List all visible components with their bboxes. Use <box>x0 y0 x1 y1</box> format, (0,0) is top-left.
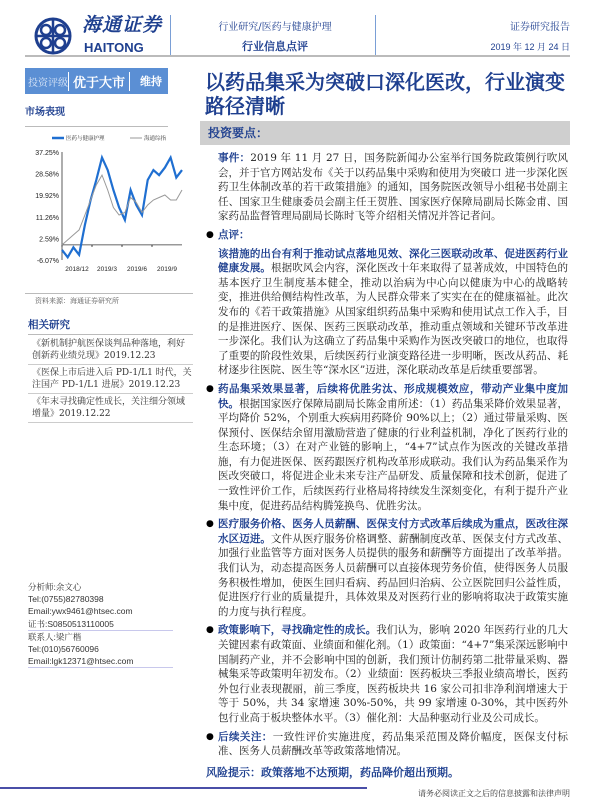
p1-heading: 该措施的出台有利于推动试点落地见效、深化三医联动改革、促进医药行业健康发展。 <box>218 247 568 275</box>
comment-label: 点评： <box>218 228 250 241</box>
p1-text: 根据吹风会内容，深化医改十年来取得了显著成效，中国特色的基本医疗卫生制度基本健全，推动以治病为中心向以健康为中心的战略转变，推进供给侧结构性改革，为人民群众带来了实实在在的健康福祉。此次发布的《若干政策措施》从国家组织药品集中采购和使用试点工作入手，目的是推进医疗、医保、医药三医联动改革，推动重点领域和关键环节改革进一步深化。我们认为这确立了药品集中采购作为医改突破口的地位，也取得了重要的阶段性效果，后续医药行业演变路径进一步明晰，医改从药品、耗材逐步往医院、医生等“深水区”迈进，深化联动改革是后续重要部署。 <box>218 262 568 377</box>
report-category: 行业研究/医药与健康护理 <box>218 22 332 33</box>
y-tick-label: 2.59% <box>39 236 59 244</box>
p2-text: 根据国家医疗保障局副局长陈金甫所述：（1）药品集采降价效果显著，平均降价 52%，个别重大疾病用药降价 90%以上；（2）通过带量采购、医保预付、医保结余留用激励营造了健康的行业利益机制，净化了医药行业的生态环境；（3）在对产业链的影响上，“4+7”试点作为医改的关键改革措施，有力促进医保、医药跟医疗机构改革形成联动。我们认为药品集采作为医改突破口，将促进企业未来专注产品研发、质量保障和技术创新，促进了一致性评价工作，后续医药行业格局将持续发生深刻变化，有利于提升产业集中度，促进药品结构腾笼换鸟、优胜劣汰。 <box>218 397 568 512</box>
y-tick-label: 37.25% <box>35 150 59 157</box>
series-line-0 <box>62 158 182 258</box>
divider <box>28 334 193 335</box>
logo-chinese: 海通证券 <box>82 14 163 36</box>
related-list <box>28 336 193 423</box>
rating-value: 优于大市 <box>68 72 130 91</box>
report-date: 2019 年 12 月 24 日 <box>490 42 570 52</box>
related-item[interactable]: 《新机制护航医保谈判品种落地，利好创新药业绩兑现》2019.12.23 <box>28 336 193 365</box>
divider <box>25 293 193 294</box>
header-rule <box>25 55 570 57</box>
bullet-icon: ● <box>206 519 214 530</box>
paragraph-1 <box>206 247 568 378</box>
series-line-1 <box>62 175 182 245</box>
y-tick-label: -6.07% <box>36 258 59 265</box>
footer-disclaimer: 请务必阅读正文之后的信息披露和法律声明 <box>418 789 570 798</box>
event-text: 2019 年 11 月 27 日，国务院新闻办公室举行国务院政策例行吹风会，并于官方网站发布《关于以药品集中采购和使用为突破口 进一步深化医药卫生体制改革的若干政策措施》的通知，国务院医改领导小组秘书处副主任、国家卫生健康委员会副主任王贺胜、国家医疗保障局副局长陈金甫、国家药品监督管理局副局长陈时飞等介绍相关情况并答记者问。 <box>218 152 568 223</box>
rating-change: 维持 <box>140 75 163 88</box>
header-divider <box>170 15 171 55</box>
x-tick-label: 2019/9 <box>157 266 177 273</box>
comment-heading <box>206 228 568 243</box>
related-item[interactable]: 《医保上市后进入后 PD-1/L1 时代，关注国产 PD-1/L1 进展》2019.12.23 <box>28 365 193 394</box>
contact-name: 联系人:梁广楷 <box>28 631 82 642</box>
p5-text: 一致性评价实施进度，药品集采范围及降价幅度，医保支付标准、医务人员薪酬改革等政策落地情况。 <box>218 730 569 758</box>
footer-rule <box>0 787 367 789</box>
haitong-logo-icon <box>30 16 76 56</box>
paragraph-5 <box>206 730 568 759</box>
key-points-header: 投资要点： <box>200 121 570 145</box>
p4-heading: 政策影响下，寻找确定性的成长。 <box>218 624 377 637</box>
analyst-name: 分析师:余文心 <box>28 582 82 592</box>
legend-label: 医药与健康护理 <box>66 136 105 142</box>
p4-text: 我们认为，影响 2020 年医药行业的几大关键因素有政策面、业绩面和催化剂。（1）政策面：“4+7”集采深远影响中国制药产业，并不会影响中国的创新，我们预计仿制药第二批带量采购、器械集采等政策明年初发布。（2）业绩面：医药板块三季报业绩高增长，医药外包行业表现靓丽，前三季度，医药板块共 16 家公司扣非净利润增速大于等于 50%，共 34 家增速 30%-50%，共 99 家增速 0-30%，其中医药外包行业高于板块整体水平。（3）催化剂：大品种驱动行业及公司成长。 <box>218 624 569 724</box>
y-tick-label: 28.58% <box>35 171 59 179</box>
analyst-block <box>28 581 173 668</box>
bullet-icon: ● <box>206 625 214 636</box>
p3-text: 文件从医疗服务价格调整、薪酬制度改革、医保支付方式改革、加强行业监管等方面对医务人员提供的服务和薪酬等方面提出了改革举措。我们认为，动态提高医务人员薪酬可以直接体现劳务价值，使得医务人员服务积极性增加，使医生回归看病、药品回归治病、公立医院回归公益性质，促进医疗行业的质量提升，具体效果及对医药行业的影响将取决于政策实施的力度与执行程度。 <box>218 532 568 618</box>
market-title: 市场表现 <box>25 107 65 118</box>
related-item[interactable]: 《年末寻找确定性成长，关注细分领域增量》2019.12.22 <box>28 394 193 423</box>
analyst-tel: Tel:(0755)82780398 <box>28 594 104 605</box>
legend-label: 海通综指 <box>144 136 167 142</box>
rating-bar <box>25 68 168 94</box>
related-title: 相关研究 <box>28 319 70 331</box>
contact-email[interactable]: Email:lgk12371@htsec.com <box>28 655 173 668</box>
divider <box>25 126 168 127</box>
market-chart <box>22 130 194 290</box>
analyst-email[interactable]: Email:ywx9461@htsec.com <box>28 606 133 617</box>
x-tick-label: 2019/3 <box>97 266 117 273</box>
risk-warning: 风险提示：政策落地不达预期，药品降价超出预期。 <box>206 765 459 779</box>
bullet-icon: ● <box>206 731 214 742</box>
y-tick-label: 19.92% <box>35 193 59 201</box>
analyst-cert: 证书:S0850513110005 <box>28 618 173 631</box>
event-label: 事件： <box>218 152 251 164</box>
x-tick-label: 2019/6 <box>127 266 147 273</box>
contact-tel: Tel:(010)56760096 <box>28 644 99 655</box>
rating-label: 投资评级 <box>28 77 68 89</box>
event-paragraph <box>206 151 568 224</box>
bullet-icon: ● <box>206 229 214 240</box>
paragraph-4 <box>206 623 568 725</box>
paragraph-3 <box>206 517 568 619</box>
p3-heading: 医疗服务价格、医务人员薪酬、医保支付方式改革后续成为重点，医改往深水区迈进。 <box>218 518 568 545</box>
p2-heading: 药品集采效果显著，后续将优胜劣汰、形成规模效应，带动产业集中度加快。 <box>218 382 568 410</box>
header-divider <box>375 15 376 55</box>
key-points-body <box>206 151 568 780</box>
y-tick-label: 11.26% <box>35 214 59 222</box>
logo-english: HAITONG <box>84 40 144 55</box>
page-title: 以药品集采为突破口深化医改，行业演变路径清晰 <box>205 70 565 118</box>
paragraph-2 <box>206 382 568 513</box>
x-tick-label: 2018/12 <box>65 266 89 273</box>
chart-source: 资料来源：海通证券研究所 <box>35 297 119 305</box>
bullet-icon: ● <box>206 383 214 394</box>
p5-heading: 后续关注： <box>218 730 273 743</box>
report-type: 行业信息点评 <box>242 40 308 53</box>
doc-type: 证券研究报告 <box>510 22 570 33</box>
